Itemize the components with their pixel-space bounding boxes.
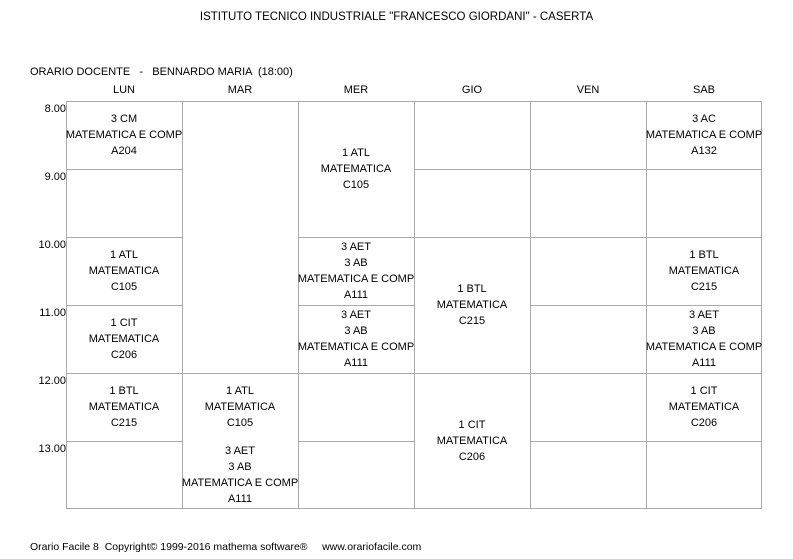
day-header-ven: VEN [576, 84, 600, 96]
lesson-cell: 1 BTL MATEMATICA C215 [668, 249, 740, 293]
lesson-cell: 3 AET 3 AB MATEMATICA E COMP A111 [297, 241, 415, 301]
footer-copyright: Orario Facile 8 Copyright© 1999-2016 mathema software® www.orariofacile.com [30, 541, 422, 553]
lesson-cell: 3 CM MATEMATICA E COMP A204 [65, 113, 183, 157]
page-title: ISTITUTO TECNICO INDUSTRIALE "FRANCESCO GIORDANI" - CASERTA [199, 11, 594, 23]
day-header-lun: LUN [112, 84, 135, 96]
lesson-cell: 1 BTL MATEMATICA C215 [88, 385, 160, 429]
day-header-mer: MER [343, 84, 369, 96]
lesson-cell: 3 AC MATEMATICA E COMP A132 [645, 113, 763, 157]
lesson-cell: 1 ATL MATEMATICA C105 [204, 385, 276, 429]
lesson-cell: 3 AET 3 AB MATEMATICA E COMP A111 [297, 309, 415, 369]
time-label-4: 11.00 [39, 307, 66, 319]
lesson-cell: 1 ATL MATEMATICA C105 [320, 147, 392, 191]
time-label-1: 8.00 [44, 103, 66, 115]
lesson-cell: 1 CIT MATEMATICA C206 [88, 317, 160, 361]
day-header-sab: SAB [692, 84, 715, 96]
lesson-cell: 1 ATL MATEMATICA C105 [88, 249, 160, 293]
lesson-cell: 1 CIT MATEMATICA C206 [436, 419, 508, 463]
time-label-5: 12.00 [38, 375, 66, 387]
lesson-cell: 1 CIT MATEMATICA C206 [668, 385, 740, 429]
day-header-mar: MAR [227, 84, 253, 96]
lesson-cell: 3 AET 3 AB MATEMATICA E COMP A111 [181, 445, 299, 505]
teacher-subtitle: ORARIO DOCENTE - BENNARDO MARIA (18:00) [30, 66, 293, 78]
time-label-6: 13.00 [38, 443, 66, 455]
time-label-2: 9.00 [44, 171, 66, 183]
lesson-cell: 1 BTL MATEMATICA C215 [436, 283, 508, 327]
day-header-gio: GIO [461, 84, 483, 96]
time-label-3: 10.00 [38, 239, 66, 251]
lesson-cell: 3 AET 3 AB MATEMATICA E COMP A111 [645, 309, 763, 369]
